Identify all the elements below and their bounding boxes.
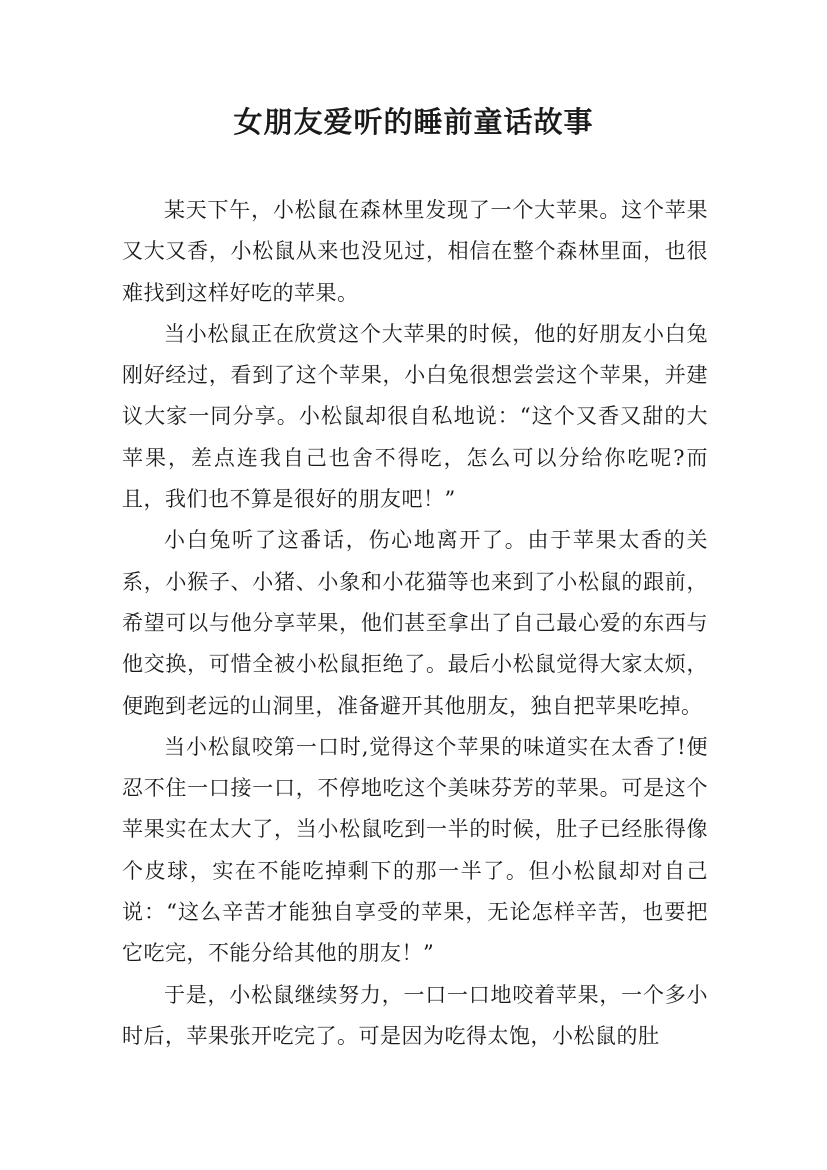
document-title: 女朋友爱听的睡前童话故事 bbox=[233, 105, 594, 139]
paragraph: 某天下午，小松鼠在森林里发现了一个大苹果。这个苹果又大又香，小松鼠从来也没见过，相信在整个森林里面，也很难找到这样好吃的苹果。 bbox=[122, 198, 708, 305]
paragraph: 当小松鼠咬第一口时,觉得这个苹果的味道实在太香了!便忍不住一口接一口，不停地吃这个美味芬芳的苹果。可是这个苹果实在太大了，当小松鼠吃到一半的时候，肚子已经胀得像个皮球，实在不能吃掉剩下的那一半了。但小松鼠却对自己说：“这么辛苦才能独自享受的苹果，无论怎样辛苦，也要把它吃完，不能分给其他的朋友！” bbox=[122, 734, 708, 966]
paragraph: 当小松鼠正在欣赏这个大苹果的时候，他的好朋友小白兔刚好经过，看到了这个苹果，小白兔很想尝尝这个苹果，并建议大家一同分享。小松鼠却很自私地说：“这个又香又甜的大苹果，差点连我自己也舍不得吃，怎么可以分给你吃呢?而且，我们也不算是很好的朋友吧！” bbox=[122, 321, 708, 512]
paragraph: 于是，小松鼠继续努力，一口一口地咬着苹果，一个多小时后，苹果张开吃完了。可是因为吃得太饱，小松鼠的肚 bbox=[122, 982, 708, 1048]
document-body bbox=[122, 190, 708, 1057]
paragraph: 小白兔听了这番话，伤心地离开了。由于苹果太香的关系，小猴子、小猪、小象和小花猫等也来到了小松鼠的跟前，希望可以与他分享苹果，他们甚至拿出了自己最心爱的东西与他交换，可惜全被小松鼠拒绝了。最后小松鼠觉得大家太烦，便跑到老远的山洞里，准备避开其他朋友，独自把苹果吃掉。 bbox=[122, 528, 708, 718]
